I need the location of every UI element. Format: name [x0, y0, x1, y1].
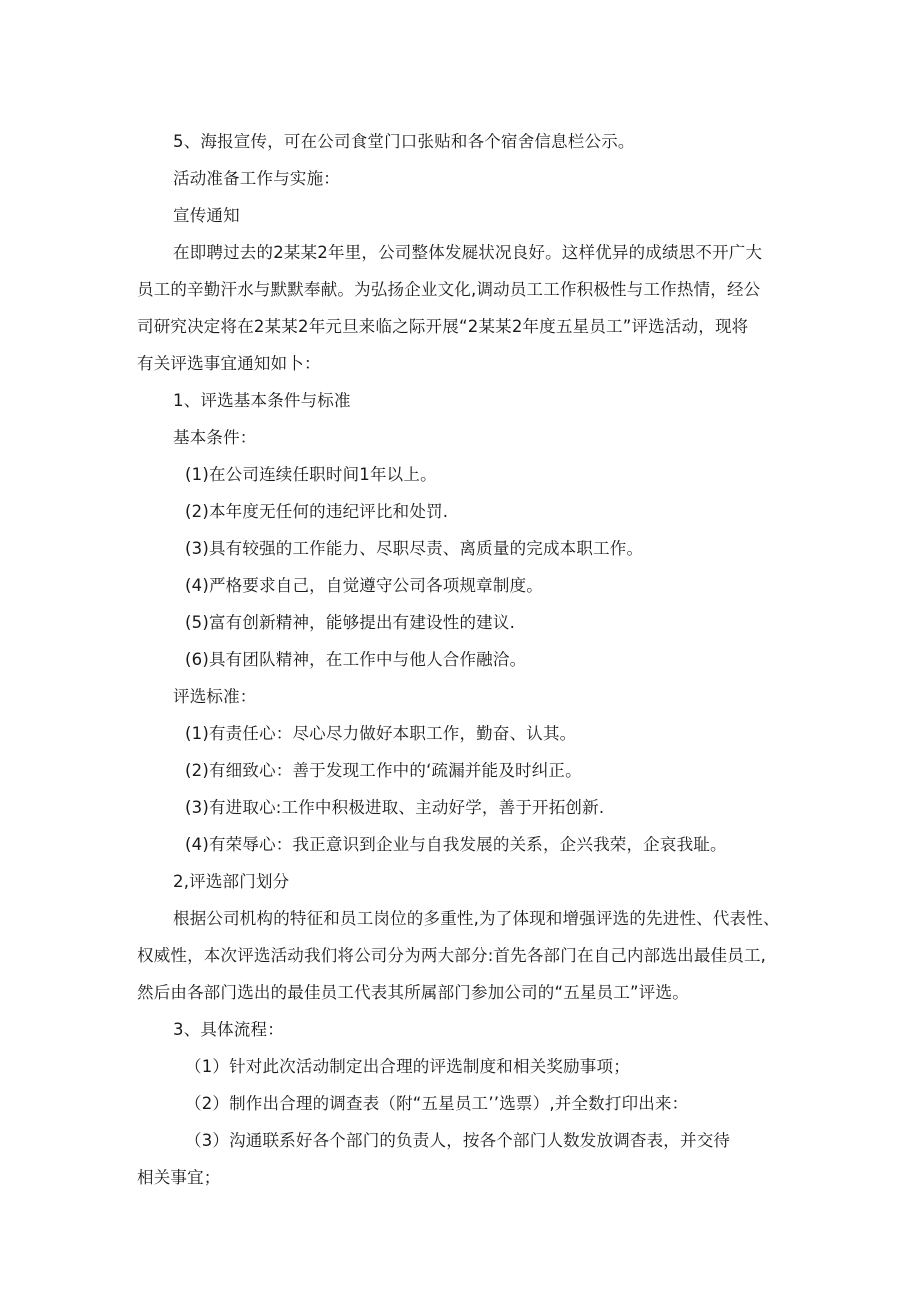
notice-paragraph-line-4: 有关评选事宜通知如卜：: [137, 354, 321, 373]
basic-condition-item: (1)在公司连续任职时间1年以上。: [185, 465, 437, 484]
section-1-title: 1、评选基本条件与标准: [173, 391, 351, 410]
basic-conditions-label: 基本条件：: [173, 428, 257, 447]
flow-item-continuation: 相关事宜；: [137, 1168, 221, 1187]
selection-standard-item: (4)有荣辱心：我正意识到企业与自我发展的关系，企兴我荣，企哀我耻。: [185, 835, 727, 854]
notice-heading: 宣传通知: [173, 206, 240, 225]
department-paragraph-line-3: 然后由各部门选出的最佳员工代表其所属部门参加公司的“五星员工”评选。: [137, 983, 689, 1002]
flow-item: （2）制作出合理的调查表（附“五星员工’’选票）,并全数打印出来：: [185, 1094, 689, 1113]
publicity-item-5: 5、海报宣传，可在公司食堂门口张贴和各个宿舍信息栏公示。: [173, 132, 635, 151]
section-2-title: 2,评选部门划分: [173, 872, 290, 891]
department-paragraph-line-2: 权威性，本次评选活动我们将公司分为两大部分:首先各部门在自己内部选出最佳员工,: [137, 946, 767, 965]
department-paragraph-line-1: 根据公司机构的特征和员工岗位的多重性,为了体现和增强评选的先进性、代表性、: [173, 909, 780, 928]
notice-paragraph-line-2: 员工的辛勤汗水与默默奉献。为弘扬企业文化,调动员工工作积极性与工作热情，经公: [137, 280, 761, 299]
flow-item: （1）针对此次活动制定出合理的评选制度和相关奖励事项；: [185, 1057, 630, 1076]
section-3-title: 3、具体流程：: [173, 1020, 284, 1039]
basic-condition-item: (4)严格要求自己，自觉遵守公司各项规章制度。: [185, 576, 543, 595]
basic-condition-item: (2)本年度无任何的违纪评比和处罚.: [185, 502, 449, 521]
basic-condition-item: (5)富有创新精神，能够提出有建设性的建议.: [185, 613, 516, 632]
selection-standard-item: (2)有细致心：善于发现工作中的‘疏漏并能及时纠正。: [185, 761, 582, 780]
flow-item: （3）沟通联系好各个部门的负责人，按各个部门人数发放调杳表，并交待: [185, 1131, 731, 1150]
basic-condition-item: (6)具有团队精神，在工作中与他人合作融洽。: [185, 650, 527, 669]
basic-condition-item: (3)具有较强的工作能力、尽职尽责、离质量的完成本职工作。: [185, 539, 644, 558]
notice-paragraph-line-1: 在即聘过去的2某某2年里，公司整体发屣状况良好。这样优异的成绩思不开广大: [173, 243, 763, 262]
selection-standards-label: 评选标准：: [173, 687, 257, 706]
preparation-heading: 活动准备工作与实施：: [173, 169, 340, 188]
selection-standard-item: (3)有进取心:工作中积极进取、主动好学，善于开拓创新.: [185, 798, 605, 817]
selection-standard-item: (1)有责任心：尽心尽力做好本职工作，勤奋、认其。: [185, 724, 577, 743]
notice-paragraph-line-3: 司研究决定将在2某某2年元旦来临之际开展“2某某2年度五星员工”评选活动，现将: [137, 317, 749, 336]
